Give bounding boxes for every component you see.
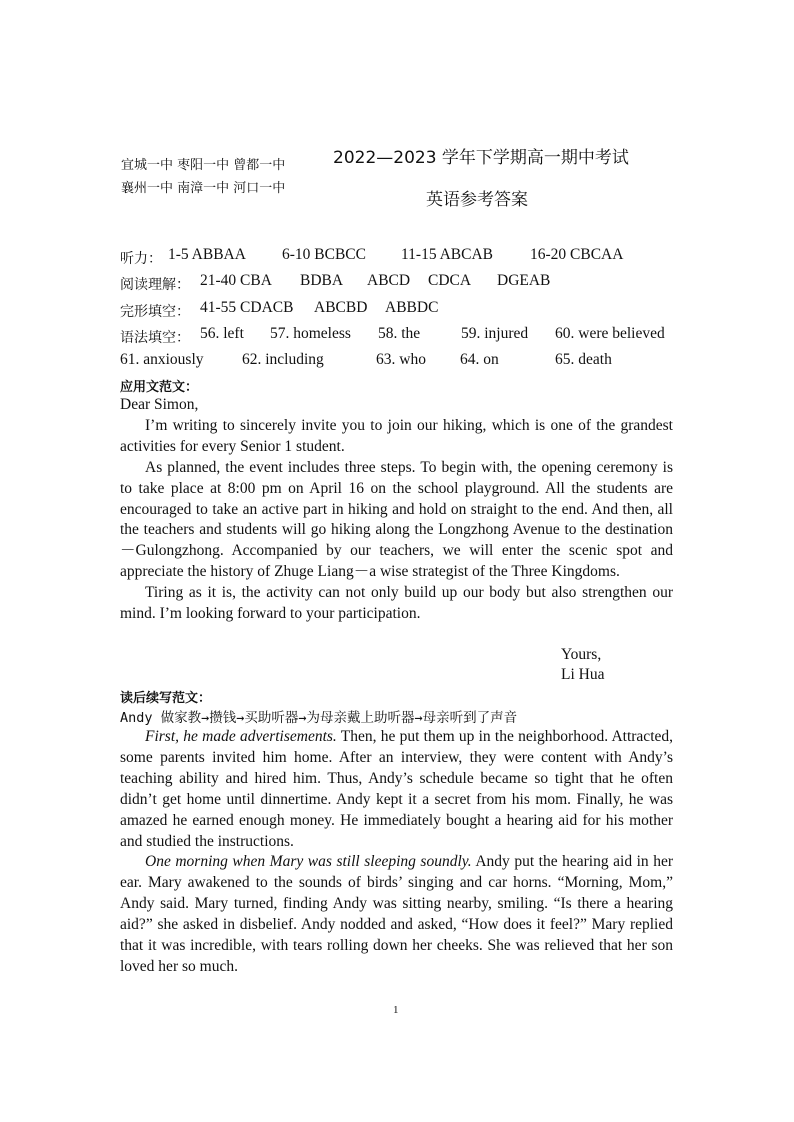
answer-group: BDBA (300, 272, 344, 289)
school-list-line-2: 襄州一中 南漳一中 河口一中 (121, 181, 286, 196)
paragraph-lead-sentence: First, he made advertisements. (145, 728, 337, 745)
letter-signature: Li Hua (561, 666, 605, 683)
continuation-paragraph (120, 852, 673, 977)
continuation-heading: 读后续写范文： (120, 691, 212, 706)
listening-label: 听力： (120, 251, 162, 267)
answer-group: ABCBD (314, 299, 368, 316)
continuation-paragraph (120, 727, 673, 852)
answer-group: 1-5 ABBAA (168, 246, 246, 263)
answer-group: 64. on (460, 351, 499, 368)
reading-label: 阅读理解： (120, 277, 190, 293)
answer-group: 61. anxiously (120, 351, 204, 368)
page-title: 2022—2023 学年下学期高一期中考试 (333, 148, 629, 168)
answer-group: 65. death (555, 351, 612, 368)
cloze-label: 完形填空： (120, 304, 190, 320)
letter-paragraph: As planned, the event includes three steps. To begin with, the opening ceremony is to take place at 8:00 pm on April 16 on the school playground. All the students are encouraged to take an active part in hiking and hold on straight to the end. And then, all the teachers and students will go hiking along the Longzhong Avenue to the destination－Gulongzhong. Accompanied by our teachers, we will enter the scenic spot and appreciate the history of Zhuge Liang－a wise strategist of the Three Kingdoms. (120, 458, 673, 581)
answer-group: 6-10 BCBCC (282, 246, 366, 263)
paragraph-text: Andy put the hearing aid in her ear. Mary awakened to the sounds of birds’ singing and car horns. “Morning, Mom,” Andy said. Mary turned, finding Andy was sitting nearby, smiling. “Is there a hearing aid?” she asked in disbelief. Andy nodded and asked, “How does it feel?” Mary replied that it was incredible, with tears rolling down her cheeks. She was relieved that her son loved her so much. (120, 853, 674, 975)
answer-group: ABBDC (385, 299, 439, 316)
letter-paragraph: I’m writing to sincerely invite you to join our hiking, which is one of the grandest activities for every Senior 1 student. (120, 416, 673, 455)
letter-paragraph: Tiring as it is, the activity can not only build up our body but also strengthen our mind. I’m looking forward to your participation. (120, 584, 673, 623)
answer-group: DGEAB (497, 272, 551, 289)
answer-group: 57. homeless (270, 325, 351, 342)
answer-group: 58. the (378, 325, 421, 342)
plot-summary: Andy 做家教→攒钱→买助听器→为母亲戴上助听器→母亲听到了声音 (120, 710, 518, 726)
answer-group: 16-20 CBCAA (530, 246, 624, 263)
school-list (121, 154, 285, 200)
answer-group: CDCA (428, 272, 472, 289)
page-number: 1 (393, 1004, 399, 1016)
letter-salutation: Dear Simon, (120, 396, 199, 413)
answer-group: 60. were believed (555, 325, 665, 342)
answer-group: 56. left (200, 325, 244, 342)
letter-closing: Yours, (561, 646, 602, 663)
paragraph-lead-sentence: One morning when Mary was still sleeping soundly. (145, 853, 472, 871)
school-list-line-1: 宜城一中 枣阳一中 曾都一中 (121, 158, 286, 173)
grammar-label: 语法填空： (120, 330, 190, 346)
letter-heading: 应用文范文： (120, 380, 199, 395)
letter-body (120, 395, 673, 625)
answer-group: 63. who (376, 351, 426, 368)
answer-group: 11-15 ABCAB (401, 246, 494, 263)
page-subtitle: 英语参考答案 (426, 190, 528, 210)
paragraph-text: Then, he put them up in the neighborhood. Attracted, some parents invited him home. After an interview, they were content with Andy’s teaching ability and hired him. Thus, Andy’s schedule became so tight that he often didn’t get home until dinnertime. Andy kept it a secret from his mom. Finally, he was amazed he earned enough money. He immediately bought a hearing aid for his mother and studied the instructions. (120, 728, 673, 850)
answer-group: 41-55 CDACB (200, 299, 294, 316)
answer-group: 21-40 CBA (200, 272, 272, 289)
continuation-body (120, 727, 673, 978)
answer-group: 59. injured (461, 325, 529, 342)
answer-group: ABCD (367, 272, 411, 289)
answer-group: 62. including (242, 351, 324, 368)
